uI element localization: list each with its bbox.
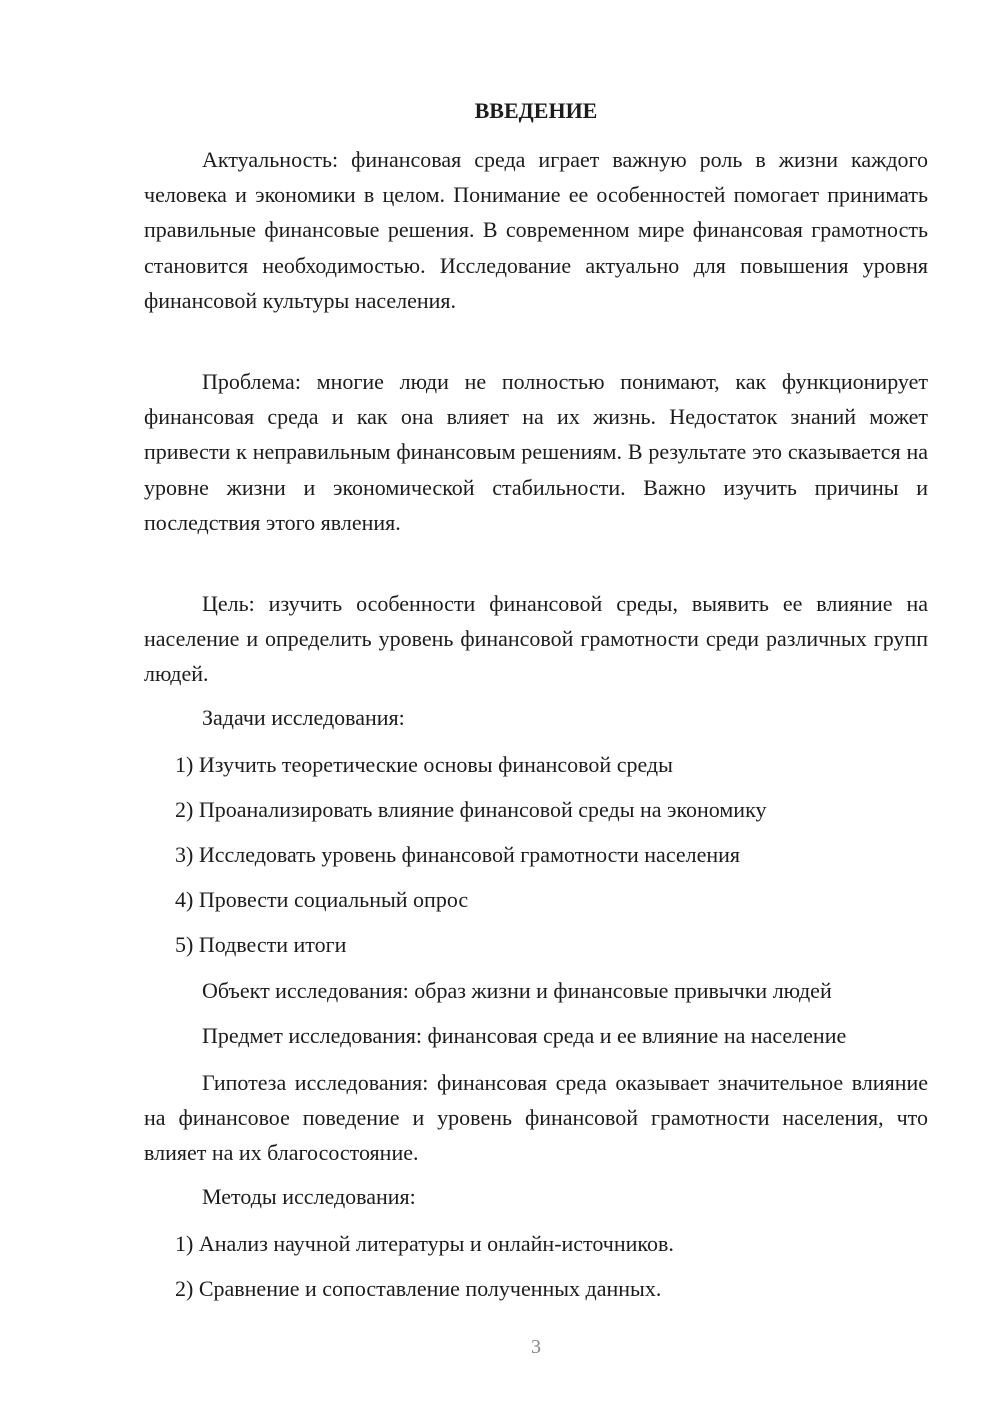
task-item: 4) Провести социальный опрос <box>175 887 469 912</box>
subject-line: Предмет исследования: финансовая среда и ее влияние на население <box>202 1023 847 1048</box>
task-item: 1) Изучить теоретические основы финансовой среды <box>175 752 673 777</box>
method-item: 2) Сравнение и сопоставление полученных данных. <box>175 1276 662 1301</box>
object-line: Объект исследования: образ жизни и финансовые привычки людей <box>202 978 832 1003</box>
relevance-paragraph: Актуальность: финансовая среда играет важную роль в жизни каждого человека и экономики в целом. Понимание ее особенностей помогает принимать правильные финансовые решения. В современном мире финансовая грамотность становится необходимостью. Исследование актуально для повышения уровня финансовой культуры населения. <box>144 147 928 313</box>
page-title: ВВЕДЕНИЕ <box>474 98 598 123</box>
hypothesis-paragraph: Гипотеза исследования: финансовая среда оказывает значительное влияние на финансовое поведение и уровень финансовой грамотности населения, что влияет на их благосостояние. <box>144 1070 928 1166</box>
task-item: 3) Исследовать уровень финансовой грамотности населения <box>175 842 741 867</box>
methods-heading: Методы исследования: <box>202 1184 416 1209</box>
goal-paragraph: Цель: изучить особенности финансовой среды, выявить ее влияние на население и определить уровень финансовой грамотности среди различных групп людей. <box>144 591 928 687</box>
tasks-heading: Задачи исследования: <box>202 705 405 730</box>
problem-paragraph: Проблема: многие люди не полностью понимают, как функционирует финансовая среда и как она влияет на их жизнь. Недостаток знаний может привести к неправильным финансовым решениям. В результате это сказывается на уровне жизни и экономической стабильности. Важно изучить причины и последствия этого явления. <box>144 369 928 535</box>
task-item: 5) Подвести итоги <box>175 932 347 957</box>
task-item: 2) Проанализировать влияние финансовой среды на экономику <box>175 797 767 822</box>
method-item: 1) Анализ научной литературы и онлайн-источников. <box>175 1231 674 1256</box>
page-number: 3 <box>531 1336 541 1358</box>
